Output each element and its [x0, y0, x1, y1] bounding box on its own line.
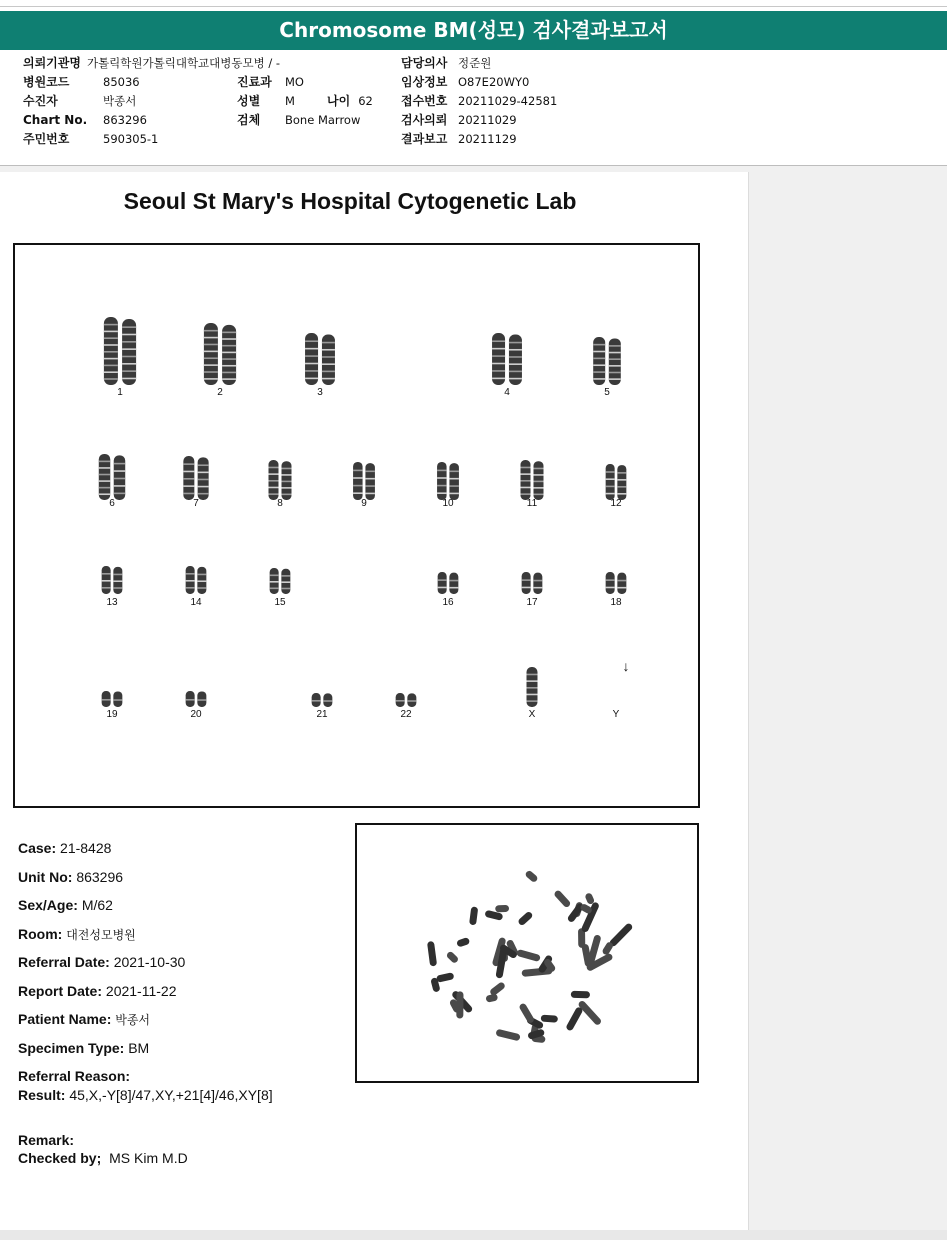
field-specimen-type: Specimen Type: BM [18, 1040, 150, 1056]
label-sex: 성별 [237, 94, 261, 108]
label-request-date: 검사의뢰 [401, 113, 448, 127]
metaphase-chromosome [516, 949, 541, 962]
chromosome-label-15: 15 [274, 597, 286, 608]
page-bottom-band [0, 1230, 947, 1240]
field-room: Room: 대전성모병원 [18, 926, 136, 942]
metaphase-chromosome [495, 905, 509, 913]
metaphase-chromosome [517, 911, 534, 927]
chromosome-label-3: 3 [317, 387, 323, 398]
chromosome-pair-20 [186, 691, 207, 707]
field-report-date: Report Date: 2021-11-22 [18, 983, 177, 999]
label-patient: 수진자 [23, 94, 58, 108]
label-result-date: 결과보고 [401, 132, 448, 146]
chromosome-pair-3 [305, 333, 335, 385]
label-hospital-code: 병원코드 [23, 75, 70, 89]
chromosome-label-1: 1 [117, 387, 123, 398]
chromosome-pair-11 [521, 460, 544, 500]
field-referral-date: Referral Date: 2021-10-30 [18, 954, 186, 970]
metaphase-chromosome [469, 906, 478, 925]
label-resident-no: 주민번호 [23, 132, 70, 146]
chromosome-pair-4 [492, 333, 522, 385]
chromosome-pair-X [527, 667, 538, 707]
info-column-3 [401, 54, 557, 149]
value-age: 62 [358, 94, 373, 108]
metaphase-chromosome [524, 870, 538, 884]
chromosome-label-21: 21 [316, 709, 328, 720]
label-department: 진료과 [237, 75, 272, 89]
metaphase-chromosome [489, 981, 506, 997]
metaphase-chromosome [571, 991, 590, 998]
value-sex: M [285, 94, 295, 108]
value-receipt-no: 20211029-42581 [458, 94, 558, 108]
chromosome-label-12: 12 [610, 498, 622, 509]
label-clinical-info: 임상정보 [401, 75, 448, 89]
cytogenetic-report [0, 172, 749, 1240]
value-resident-no: 590305-1 [103, 132, 159, 146]
value-department: MO [285, 75, 304, 89]
chromosome-label-16: 16 [442, 597, 454, 608]
metaphase-chromosome [495, 1029, 520, 1042]
karyotype-image [15, 245, 698, 806]
report-header [0, 7, 947, 166]
chromosome-label-17: 17 [526, 597, 538, 608]
metaphase-chromosome [445, 950, 459, 964]
field-result: Result: 45,X,-Y[8]/47,XY,+21[4]/46,XY[8] [18, 1087, 273, 1103]
metaphase-chromosome [541, 1015, 558, 1023]
chromosome-pair-16 [438, 572, 459, 594]
value-specimen: Bone Marrow [285, 113, 361, 127]
value-clinical-info: O87E20WY0 [458, 75, 530, 89]
chromosome-pair-6 [99, 454, 125, 500]
metaphase-chromosome [456, 937, 470, 948]
value-result-date: 20211129 [458, 132, 517, 146]
chromosome-label-Y: Y [612, 709, 620, 720]
chromosome-label-18: 18 [610, 597, 622, 608]
chromosome-pair-22 [396, 693, 417, 707]
field-sex-age: Sex/Age: M/62 [18, 897, 113, 913]
chromosome-pair-8 [269, 460, 292, 500]
chromosome-label-8: 8 [277, 498, 283, 509]
value-patient: 박종서 [103, 94, 137, 108]
value-chart-no: 863296 [103, 113, 147, 127]
field-unit-no: Unit No: 863296 [18, 869, 124, 885]
field-checked-by: Checked by; MS Kim M.D [18, 1150, 188, 1166]
chromosome-pair-13 [102, 566, 123, 594]
chromosome-label-22: 22 [400, 709, 412, 720]
top-border [0, 0, 947, 7]
chromosome-label-2: 2 [217, 387, 223, 398]
chromosome-label-13: 13 [106, 597, 118, 608]
label-receipt-no: 접수번호 [401, 94, 448, 108]
metaphase-chromosome [518, 1002, 535, 1024]
label-specimen: 검체 [237, 113, 261, 127]
chromosome-pair-10 [437, 462, 459, 500]
metaphase-chromosome [427, 941, 437, 967]
value-request-date: 20211029 [458, 113, 517, 127]
metaphase-chromosome [436, 972, 455, 983]
chromosome-label-4: 4 [504, 387, 510, 398]
info-column-2 [237, 73, 373, 130]
chromosome-pair-7 [183, 456, 208, 500]
value-institution: 가톨릭학원가톨릭대학교대병동모병 / - [86, 56, 281, 70]
chromosome-label-19: 19 [106, 709, 118, 720]
metaphase-chromosome [553, 889, 571, 908]
chromosome-label-14: 14 [190, 597, 202, 608]
chromosome-pair-17 [522, 572, 543, 594]
metaphase-spread-image [357, 825, 697, 1081]
chromosome-label-6: 6 [109, 498, 115, 509]
field-referral-reason: Referral Reason: [18, 1068, 131, 1084]
value-hospital-code: 85036 [103, 75, 140, 89]
field-patient-name: Patient Name: 박종서 [18, 1011, 151, 1027]
karyotype-panel [13, 243, 700, 808]
chromosome-pair-12 [606, 464, 627, 500]
chromosome-pair-15 [270, 568, 291, 594]
value-doctor: 정준원 [458, 56, 492, 70]
missing-y-arrow: ↓ [622, 658, 630, 674]
chromosome-pair-5 [593, 337, 621, 385]
metaphase-chromosome [485, 993, 498, 1003]
chromosome-pair-18 [606, 572, 627, 594]
chromosome-label-10: 10 [442, 498, 454, 509]
lab-title: Seoul St Mary's Hospital Cytogenetic Lab [123, 188, 577, 214]
chromosome-label-7: 7 [193, 498, 199, 509]
chromosome-pair-2 [204, 323, 236, 385]
field-remark: Remark: [18, 1132, 75, 1148]
chromosome-pair-19 [102, 691, 123, 707]
label-doctor: 담당의사 [401, 56, 448, 70]
chromosome-label-X: X [528, 709, 536, 720]
report-title: Chromosome BM(성모) 검사결과보고서 [0, 11, 947, 50]
metaphase-panel [355, 823, 699, 1083]
field-case: Case: 21-8428 [18, 840, 112, 856]
chromosome-label-9: 9 [361, 498, 367, 509]
label-age: 나이 [327, 94, 351, 108]
label-institution: 의뢰기관명 [23, 56, 81, 70]
chromosome-label-20: 20 [190, 709, 202, 720]
chromosome-label-11: 11 [526, 498, 538, 509]
label-chart-no: Chart No. [23, 113, 88, 127]
chromosome-pair-1 [104, 317, 136, 385]
chromosome-pair-9 [353, 462, 375, 500]
chromosome-pair-21 [312, 693, 333, 707]
chromosome-label-5: 5 [604, 387, 610, 398]
metaphase-chromosome [565, 1006, 583, 1032]
chromosome-pair-14 [186, 566, 207, 594]
